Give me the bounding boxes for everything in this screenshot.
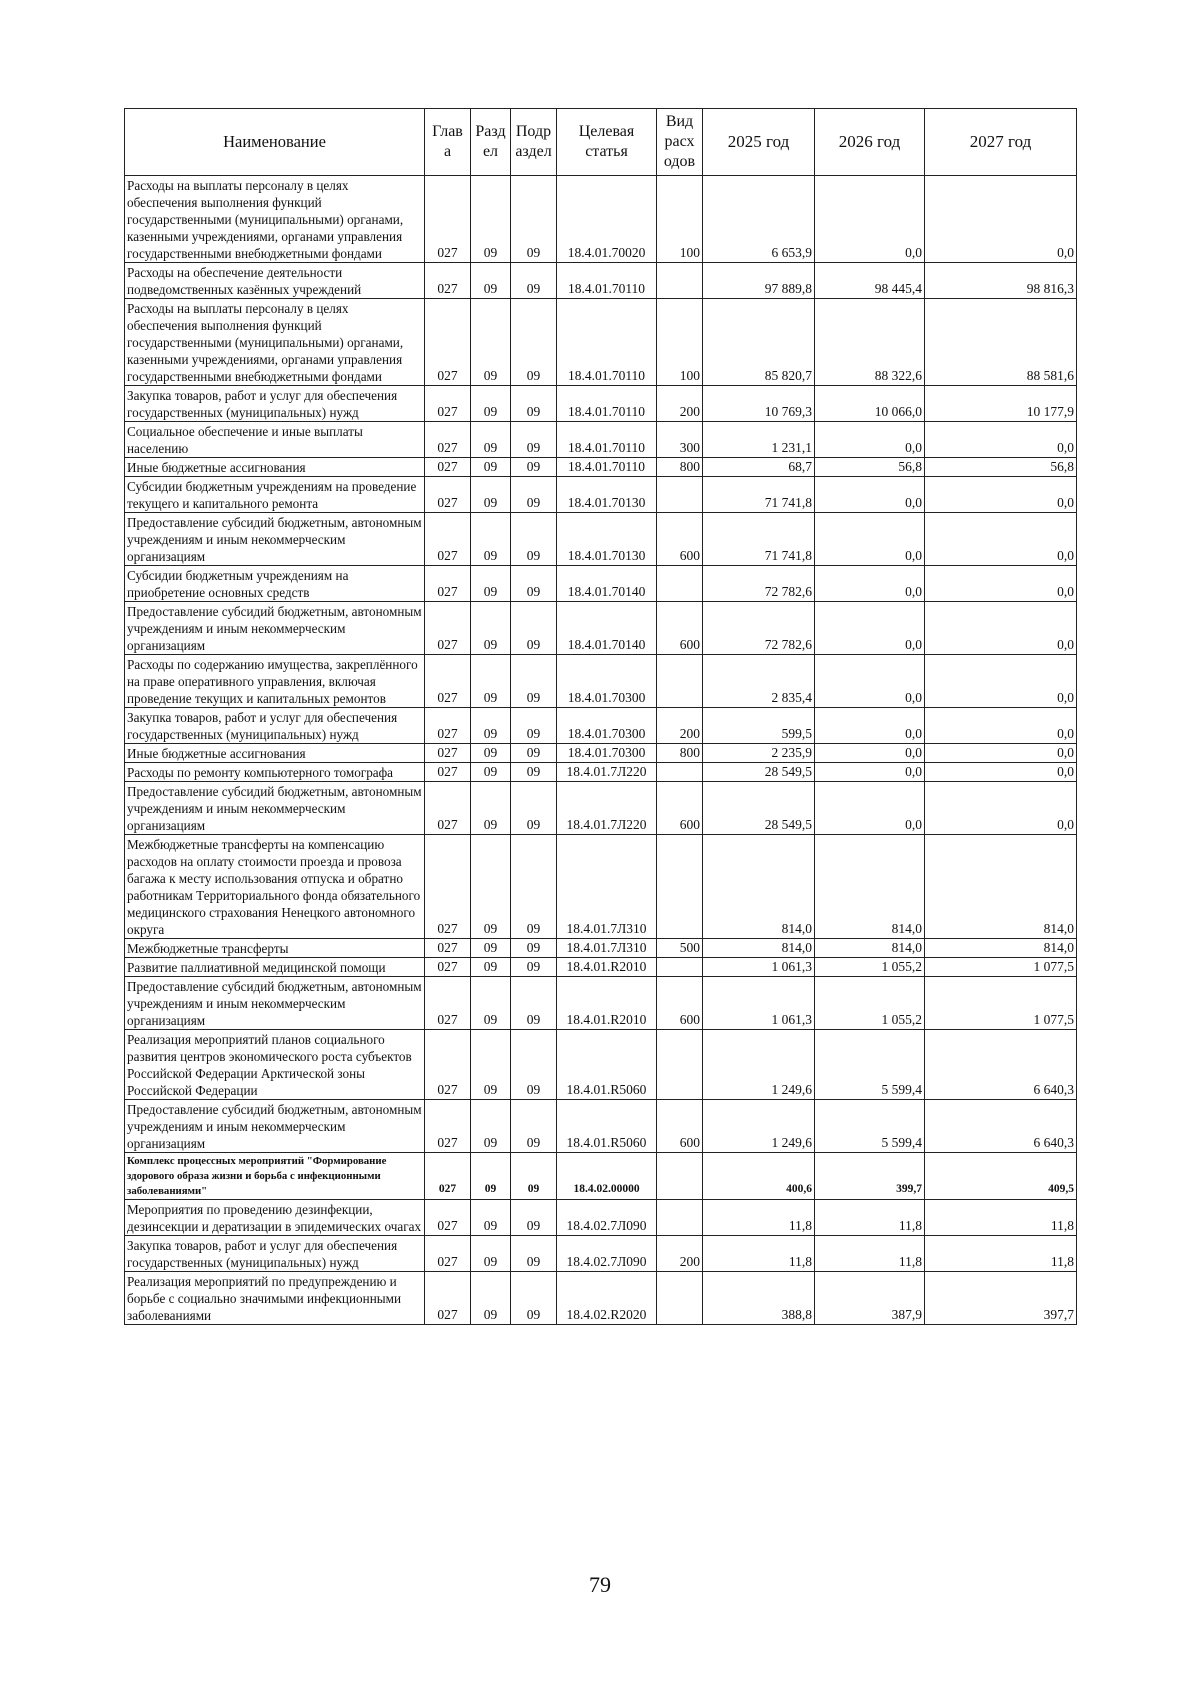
cell-razdel: 09	[471, 958, 511, 977]
cell-glava: 027	[425, 744, 471, 763]
cell-podrazdel: 09	[511, 958, 557, 977]
cell-podrazdel: 09	[511, 176, 557, 263]
cell-2026: 0,0	[815, 744, 925, 763]
header-podrazdel: Подр аздел	[511, 109, 557, 176]
cell-razdel: 09	[471, 299, 511, 386]
table-row	[125, 299, 1077, 386]
table-row	[125, 1153, 1077, 1200]
cell-2025: 11,8	[703, 1236, 815, 1272]
cell-glava: 027	[425, 458, 471, 477]
cell-name: Закупка товаров, работ и услуг для обеспечения государственных (муниципальных) нужд	[125, 386, 425, 422]
table-row	[125, 1236, 1077, 1272]
budget-table-wrapper	[124, 108, 1076, 1325]
cell-glava: 027	[425, 477, 471, 513]
cell-razdel: 09	[471, 422, 511, 458]
cell-2027: 56,8	[925, 458, 1077, 477]
cell-2025: 599,5	[703, 708, 815, 744]
cell-2026: 11,8	[815, 1200, 925, 1236]
cell-2025: 1 249,6	[703, 1030, 815, 1100]
cell-vid-rashodov: 300	[657, 422, 703, 458]
cell-2027: 0,0	[925, 422, 1077, 458]
cell-podrazdel: 09	[511, 1100, 557, 1153]
cell-razdel: 09	[471, 176, 511, 263]
table-row	[125, 458, 1077, 477]
cell-vid-rashodov	[657, 566, 703, 602]
header-2027: 2027 год	[925, 109, 1077, 176]
cell-2027: 0,0	[925, 602, 1077, 655]
table-row	[125, 744, 1077, 763]
cell-podrazdel: 09	[511, 477, 557, 513]
cell-podrazdel: 09	[511, 458, 557, 477]
table-row	[125, 602, 1077, 655]
cell-podrazdel: 09	[511, 263, 557, 299]
cell-vid-rashodov: 100	[657, 176, 703, 263]
cell-celevaya-statya: 18.4.01.R5060	[557, 1030, 657, 1100]
cell-2027: 10 177,9	[925, 386, 1077, 422]
cell-2025: 68,7	[703, 458, 815, 477]
cell-2025: 71 741,8	[703, 477, 815, 513]
table-header-row	[125, 109, 1077, 176]
cell-razdel: 09	[471, 513, 511, 566]
cell-podrazdel: 09	[511, 977, 557, 1030]
cell-podrazdel: 09	[511, 299, 557, 386]
cell-vid-rashodov	[657, 1272, 703, 1325]
cell-celevaya-statya: 18.4.02.7Л090	[557, 1200, 657, 1236]
cell-celevaya-statya: 18.4.01.70110	[557, 299, 657, 386]
cell-podrazdel: 09	[511, 566, 557, 602]
cell-2026: 1 055,2	[815, 958, 925, 977]
cell-vid-rashodov	[657, 263, 703, 299]
cell-razdel: 09	[471, 977, 511, 1030]
cell-2026: 1 055,2	[815, 977, 925, 1030]
cell-celevaya-statya: 18.4.01.70130	[557, 513, 657, 566]
page-number: 79	[589, 1572, 611, 1597]
cell-glava: 027	[425, 263, 471, 299]
cell-name: Субсидии бюджетным учреждениям на проведение текущего и капитального ремонта	[125, 477, 425, 513]
cell-podrazdel: 09	[511, 422, 557, 458]
header-vid-rashodov: Вид расх одов	[657, 109, 703, 176]
cell-vid-rashodov: 600	[657, 602, 703, 655]
cell-glava: 027	[425, 655, 471, 708]
cell-podrazdel: 09	[511, 835, 557, 939]
cell-2026: 814,0	[815, 835, 925, 939]
table-row	[125, 176, 1077, 263]
cell-podrazdel: 09	[511, 744, 557, 763]
cell-2026: 0,0	[815, 513, 925, 566]
cell-2025: 1 231,1	[703, 422, 815, 458]
table-row	[125, 513, 1077, 566]
cell-2026: 387,9	[815, 1272, 925, 1325]
cell-name: Расходы на обеспечение деятельности подведомственных казённых учреждений	[125, 263, 425, 299]
budget-table	[124, 108, 1077, 1325]
cell-podrazdel: 09	[511, 1030, 557, 1100]
cell-glava: 027	[425, 763, 471, 782]
cell-2027: 0,0	[925, 566, 1077, 602]
cell-2026: 98 445,4	[815, 263, 925, 299]
cell-name: Комплекс процессных мероприятий "Формирование здорового образа жизни и борьба с инфекционными заболеваниями"	[125, 1153, 425, 1200]
table-row	[125, 835, 1077, 939]
cell-2027: 11,8	[925, 1236, 1077, 1272]
cell-razdel: 09	[471, 744, 511, 763]
cell-razdel: 09	[471, 1100, 511, 1153]
cell-2027: 6 640,3	[925, 1100, 1077, 1153]
table-row	[125, 1272, 1077, 1325]
cell-vid-rashodov: 200	[657, 386, 703, 422]
cell-2027: 0,0	[925, 708, 1077, 744]
cell-glava: 027	[425, 782, 471, 835]
cell-vid-rashodov	[657, 763, 703, 782]
cell-glava: 027	[425, 176, 471, 263]
cell-celevaya-statya: 18.4.01.70300	[557, 744, 657, 763]
cell-vid-rashodov: 800	[657, 744, 703, 763]
cell-2026: 0,0	[815, 763, 925, 782]
table-body	[125, 176, 1077, 1325]
cell-name: Расходы на выплаты персоналу в целях обеспечения выполнения функций государственными (муниципальными) органами, казенными учреждениями, органами управления государственными внебюджетными фондами	[125, 176, 425, 263]
cell-2027: 11,8	[925, 1200, 1077, 1236]
cell-name: Расходы на выплаты персоналу в целях обеспечения выполнения функций государственными (муниципальными) органами, казенными учреждениями, органами управления государственными внебюджетными фондами	[125, 299, 425, 386]
cell-razdel: 09	[471, 1272, 511, 1325]
cell-vid-rashodov: 600	[657, 782, 703, 835]
header-glava: Глав а	[425, 109, 471, 176]
cell-celevaya-statya: 18.4.01.7Л310	[557, 939, 657, 958]
cell-podrazdel: 09	[511, 763, 557, 782]
cell-name: Закупка товаров, работ и услуг для обеспечения государственных (муниципальных) нужд	[125, 1236, 425, 1272]
table-row	[125, 655, 1077, 708]
cell-celevaya-statya: 18.4.01.70110	[557, 422, 657, 458]
cell-name: Закупка товаров, работ и услуг для обеспечения государственных (муниципальных) нужд	[125, 708, 425, 744]
table-row	[125, 422, 1077, 458]
cell-2027: 0,0	[925, 744, 1077, 763]
cell-name: Предоставление субсидий бюджетным, автономным учреждениям и иным некоммерческим организациям	[125, 602, 425, 655]
cell-glava: 027	[425, 1200, 471, 1236]
cell-name: Расходы по ремонту компьютерного томографа	[125, 763, 425, 782]
cell-2027: 1 077,5	[925, 977, 1077, 1030]
cell-2025: 6 653,9	[703, 176, 815, 263]
cell-podrazdel: 09	[511, 782, 557, 835]
table-row	[125, 939, 1077, 958]
cell-2025: 388,8	[703, 1272, 815, 1325]
cell-razdel: 09	[471, 763, 511, 782]
cell-name: Реализация мероприятий планов социального развития центров экономического роста субъектов Российской Федерации Арктической зоны Российской Федерации	[125, 1030, 425, 1100]
cell-vid-rashodov	[657, 835, 703, 939]
cell-celevaya-statya: 18.4.02.00000	[557, 1153, 657, 1200]
cell-glava: 027	[425, 566, 471, 602]
cell-2026: 0,0	[815, 176, 925, 263]
header-name: Наименование	[125, 109, 425, 176]
cell-vid-rashodov	[657, 1200, 703, 1236]
cell-celevaya-statya: 18.4.01.7Л310	[557, 835, 657, 939]
cell-2025: 97 889,8	[703, 263, 815, 299]
cell-2027: 397,7	[925, 1272, 1077, 1325]
cell-razdel: 09	[471, 263, 511, 299]
cell-2026: 0,0	[815, 655, 925, 708]
cell-2025: 814,0	[703, 939, 815, 958]
cell-podrazdel: 09	[511, 602, 557, 655]
cell-razdel: 09	[471, 602, 511, 655]
table-row	[125, 782, 1077, 835]
cell-razdel: 09	[471, 1236, 511, 1272]
cell-glava: 027	[425, 939, 471, 958]
cell-celevaya-statya: 18.4.01.70110	[557, 386, 657, 422]
cell-celevaya-statya: 18.4.01.70130	[557, 477, 657, 513]
cell-2027: 0,0	[925, 763, 1077, 782]
cell-celevaya-statya: 18.4.01.R2010	[557, 977, 657, 1030]
cell-vid-rashodov: 200	[657, 1236, 703, 1272]
cell-vid-rashodov: 600	[657, 1100, 703, 1153]
cell-2025: 1 249,6	[703, 1100, 815, 1153]
cell-razdel: 09	[471, 386, 511, 422]
table-row	[125, 1100, 1077, 1153]
cell-glava: 027	[425, 422, 471, 458]
cell-celevaya-statya: 18.4.01.70140	[557, 566, 657, 602]
cell-vid-rashodov: 600	[657, 977, 703, 1030]
cell-razdel: 09	[471, 708, 511, 744]
cell-name: Иные бюджетные ассигнования	[125, 458, 425, 477]
cell-vid-rashodov: 500	[657, 939, 703, 958]
cell-celevaya-statya: 18.4.01.70140	[557, 602, 657, 655]
cell-2026: 56,8	[815, 458, 925, 477]
cell-glava: 027	[425, 1272, 471, 1325]
header-2026: 2026 год	[815, 109, 925, 176]
cell-glava: 027	[425, 386, 471, 422]
cell-2027: 1 077,5	[925, 958, 1077, 977]
table-row	[125, 708, 1077, 744]
cell-2025: 28 549,5	[703, 782, 815, 835]
cell-2025: 1 061,3	[703, 977, 815, 1030]
cell-2027: 0,0	[925, 513, 1077, 566]
cell-2026: 10 066,0	[815, 386, 925, 422]
cell-glava: 027	[425, 1030, 471, 1100]
cell-razdel: 09	[471, 939, 511, 958]
cell-2026: 0,0	[815, 422, 925, 458]
cell-2027: 98 816,3	[925, 263, 1077, 299]
cell-razdel: 09	[471, 782, 511, 835]
cell-name: Предоставление субсидий бюджетным, автономным учреждениям и иным некоммерческим организациям	[125, 782, 425, 835]
cell-glava: 027	[425, 977, 471, 1030]
table-row	[125, 977, 1077, 1030]
cell-2026: 0,0	[815, 477, 925, 513]
cell-vid-rashodov	[657, 1030, 703, 1100]
cell-2027: 0,0	[925, 655, 1077, 708]
cell-2026: 0,0	[815, 782, 925, 835]
cell-podrazdel: 09	[511, 1200, 557, 1236]
cell-glava: 027	[425, 708, 471, 744]
cell-glava: 027	[425, 835, 471, 939]
header-razdel: Разд ел	[471, 109, 511, 176]
cell-podrazdel: 09	[511, 655, 557, 708]
table-row	[125, 263, 1077, 299]
cell-name: Субсидии бюджетным учреждениям на приобретение основных средств	[125, 566, 425, 602]
cell-celevaya-statya: 18.4.01.R2010	[557, 958, 657, 977]
cell-razdel: 09	[471, 566, 511, 602]
cell-name: Развитие паллиативной медицинской помощи	[125, 958, 425, 977]
cell-vid-rashodov	[657, 958, 703, 977]
cell-celevaya-statya: 18.4.01.70300	[557, 655, 657, 708]
cell-2026: 814,0	[815, 939, 925, 958]
cell-2025: 72 782,6	[703, 566, 815, 602]
cell-celevaya-statya: 18.4.01.R5060	[557, 1100, 657, 1153]
cell-name: Межбюджетные трансферты на компенсацию расходов на оплату стоимости проезда и провоза багажа к месту использования отпуска и обратно работникам Территориального фонда обязательного медицинского страхования Ненецкого автономного округа	[125, 835, 425, 939]
cell-2027: 6 640,3	[925, 1030, 1077, 1100]
cell-razdel: 09	[471, 458, 511, 477]
cell-name: Расходы по содержанию имущества, закреплённого на праве оперативного управления, включая проведение текущих и капитальных ремонтов	[125, 655, 425, 708]
cell-vid-rashodov: 800	[657, 458, 703, 477]
cell-vid-rashodov	[657, 655, 703, 708]
cell-2025: 2 235,9	[703, 744, 815, 763]
cell-name: Мероприятия по проведению дезинфекции, дезинсекции и дератизации в эпидемических очагах	[125, 1200, 425, 1236]
cell-2027: 0,0	[925, 477, 1077, 513]
cell-2025: 1 061,3	[703, 958, 815, 977]
table-row	[125, 763, 1077, 782]
cell-name: Предоставление субсидий бюджетным, автономным учреждениям и иным некоммерческим организациям	[125, 1100, 425, 1153]
table-row	[125, 958, 1077, 977]
cell-glava: 027	[425, 1236, 471, 1272]
cell-2026: 11,8	[815, 1236, 925, 1272]
cell-glava: 027	[425, 1100, 471, 1153]
cell-glava: 027	[425, 299, 471, 386]
cell-razdel: 09	[471, 477, 511, 513]
cell-podrazdel: 09	[511, 939, 557, 958]
cell-vid-rashodov	[657, 477, 703, 513]
cell-podrazdel: 09	[511, 513, 557, 566]
cell-2027: 814,0	[925, 835, 1077, 939]
cell-2025: 28 549,5	[703, 763, 815, 782]
cell-celevaya-statya: 18.4.02.7Л090	[557, 1236, 657, 1272]
cell-podrazdel: 09	[511, 386, 557, 422]
cell-2027: 814,0	[925, 939, 1077, 958]
header-2025: 2025 год	[703, 109, 815, 176]
cell-2025: 72 782,6	[703, 602, 815, 655]
cell-2025: 2 835,4	[703, 655, 815, 708]
cell-celevaya-statya: 18.4.01.70110	[557, 458, 657, 477]
table-row	[125, 1030, 1077, 1100]
cell-podrazdel: 09	[511, 1236, 557, 1272]
cell-2026: 0,0	[815, 602, 925, 655]
cell-vid-rashodov: 100	[657, 299, 703, 386]
cell-2025: 814,0	[703, 835, 815, 939]
cell-razdel: 09	[471, 1200, 511, 1236]
cell-2025: 71 741,8	[703, 513, 815, 566]
cell-2026: 5 599,4	[815, 1100, 925, 1153]
cell-2025: 11,8	[703, 1200, 815, 1236]
table-row	[125, 477, 1077, 513]
cell-2027: 0,0	[925, 176, 1077, 263]
cell-name: Социальное обеспечение и иные выплаты населению	[125, 422, 425, 458]
cell-2025: 400,6	[703, 1153, 815, 1200]
cell-podrazdel: 09	[511, 1153, 557, 1200]
cell-vid-rashodov: 200	[657, 708, 703, 744]
table-row	[125, 1200, 1077, 1236]
cell-celevaya-statya: 18.4.01.70300	[557, 708, 657, 744]
cell-2027: 88 581,6	[925, 299, 1077, 386]
cell-glava: 027	[425, 513, 471, 566]
cell-podrazdel: 09	[511, 708, 557, 744]
cell-2026: 0,0	[815, 708, 925, 744]
cell-razdel: 09	[471, 835, 511, 939]
cell-glava: 027	[425, 958, 471, 977]
cell-name: Иные бюджетные ассигнования	[125, 744, 425, 763]
cell-2027: 0,0	[925, 782, 1077, 835]
cell-2026: 0,0	[815, 566, 925, 602]
cell-vid-rashodov	[657, 1153, 703, 1200]
cell-2027: 409,5	[925, 1153, 1077, 1200]
cell-celevaya-statya: 18.4.01.70110	[557, 263, 657, 299]
cell-name: Предоставление субсидий бюджетным, автономным учреждениям и иным некоммерческим организациям	[125, 977, 425, 1030]
cell-celevaya-statya: 18.4.01.70020	[557, 176, 657, 263]
cell-2026: 5 599,4	[815, 1030, 925, 1100]
cell-vid-rashodov: 600	[657, 513, 703, 566]
cell-celevaya-statya: 18.4.01.7Л220	[557, 763, 657, 782]
cell-podrazdel: 09	[511, 1272, 557, 1325]
cell-razdel: 09	[471, 1153, 511, 1200]
cell-razdel: 09	[471, 1030, 511, 1100]
cell-2026: 88 322,6	[815, 299, 925, 386]
cell-celevaya-statya: 18.4.02.R2020	[557, 1272, 657, 1325]
cell-celevaya-statya: 18.4.01.7Л220	[557, 782, 657, 835]
cell-razdel: 09	[471, 655, 511, 708]
table-row	[125, 566, 1077, 602]
header-celevaya-statya: Целевая статья	[557, 109, 657, 176]
cell-name: Межбюджетные трансферты	[125, 939, 425, 958]
cell-name: Реализация мероприятий по предупреждению и борьбе с социально значимыми инфекционными заболеваниями	[125, 1272, 425, 1325]
cell-name: Предоставление субсидий бюджетным, автономным учреждениям и иным некоммерческим организациям	[125, 513, 425, 566]
cell-glava: 027	[425, 602, 471, 655]
cell-glava: 027	[425, 1153, 471, 1200]
cell-2026: 399,7	[815, 1153, 925, 1200]
cell-2025: 10 769,3	[703, 386, 815, 422]
cell-2025: 85 820,7	[703, 299, 815, 386]
table-row	[125, 386, 1077, 422]
